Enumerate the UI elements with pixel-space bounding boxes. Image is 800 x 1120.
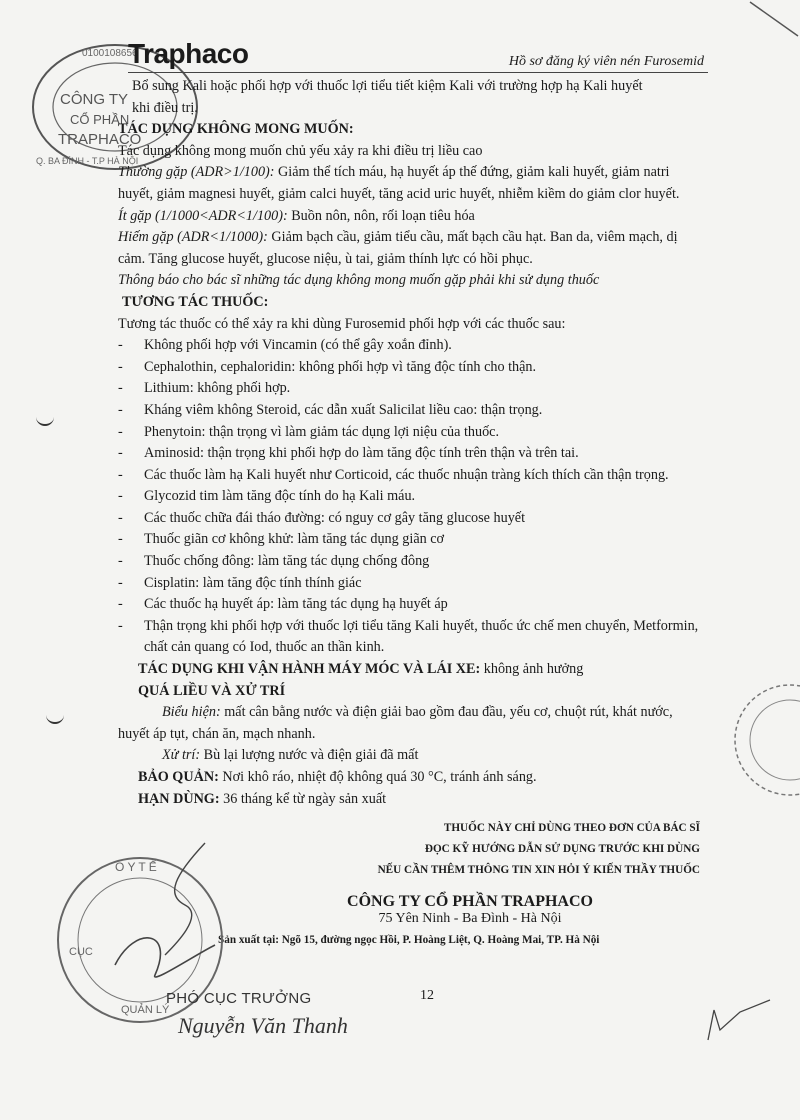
svg-text:CỤC: CỤC bbox=[69, 946, 93, 958]
interaction-item: - Các thuốc làm hạ Kali huyết như Corticoid, các thuốc nhuận tràng kích thích cần thận trọng. bbox=[118, 465, 700, 487]
overdose-signs-text: mất cân bằng nước và điện giải bao gồm đau đầu, yếu cơ, chuột rút, khát nước, huyết áp tụt, chán ăn, mạch nhanh. bbox=[118, 704, 673, 742]
adverse-common bbox=[118, 162, 700, 205]
adverse-common-label: Thường gặp (ADR>1/100): bbox=[118, 164, 275, 181]
factory-address: Sản xuất tại: Ngõ 15, đường ngọc Hồi, P. Hoàng Liệt, Q. Hoàng Mai, TP. Hà Nội bbox=[218, 934, 600, 946]
svg-text:Q. BA ĐÌNH - T.P HÀ NỘI: Q. BA ĐÌNH - T.P HÀ NỘI bbox=[36, 156, 139, 166]
svg-text:CỔ PHẦN: CỔ PHẦN bbox=[70, 112, 130, 127]
adverse-uncommon-text: Buồn nôn, nôn, rối loạn tiêu hóa bbox=[287, 207, 475, 224]
svg-text:TRAPHACO: TRAPHACO bbox=[58, 131, 142, 148]
overdose-signs-label: Biểu hiện: bbox=[162, 704, 221, 721]
page-number: 12 bbox=[420, 988, 434, 1003]
adverse-uncommon-label: Ít gặp (1/1000<ADR<1/100): bbox=[118, 207, 288, 224]
company-block bbox=[200, 893, 740, 927]
interactions-intro: Tương tác thuốc có thể xảy ra khi dùng Furosemid phối hợp với các thuốc sau: bbox=[118, 315, 566, 332]
header-divider bbox=[128, 72, 708, 73]
interaction-item: - Thuốc chống đông: làm tăng tác dụng chống đông bbox=[118, 551, 700, 573]
adverse-rare-text: Giảm bạch cầu, giảm tiểu cầu, mất bạch cầu hạt. Ban da, viêm mạch, dị cảm. Tăng glucose huyết, glucose niệu, ù tai, giảm thính lực có hồi phục. bbox=[118, 229, 678, 267]
interaction-item: - Phenytoin: thận trọng vì làm giảm tác dụng lợi niệu của thuốc. bbox=[118, 422, 700, 444]
overdose-treatment bbox=[118, 745, 700, 767]
initials-mark bbox=[700, 990, 790, 1050]
expiry-heading: HẠN DÙNG: bbox=[138, 790, 220, 807]
overdose-signs bbox=[118, 702, 700, 745]
notice-line-3: NẾU CẦN THÊM THÔNG TIN XIN HỎI Ý KIẾN THẦY THUỐC bbox=[377, 864, 700, 876]
interaction-item: - Lithium: không phối hợp. bbox=[118, 378, 700, 400]
interaction-item: - Các thuốc chữa đái tháo đường: có nguy cơ gây tăng glucose huyết bbox=[118, 508, 700, 530]
interaction-item: - Các thuốc hạ huyết áp: làm tăng tác dụng hạ huyết áp bbox=[118, 594, 700, 616]
company-address: 75 Yên Ninh - Ba Đình - Hà Nội bbox=[378, 911, 562, 926]
driving-heading: TÁC DỤNG KHI VẬN HÀNH MÁY MÓC VÀ LÁI XE: bbox=[138, 661, 481, 678]
svg-text:CÔNG TY: CÔNG TY bbox=[60, 91, 129, 108]
partial-seal-stamp bbox=[710, 680, 800, 810]
intro-line-2: khi điều trị. bbox=[132, 99, 198, 116]
interactions-heading: TƯƠNG TÁC THUỐC: bbox=[122, 293, 269, 310]
overdose-heading: QUÁ LIỀU VÀ XỬ TRÍ bbox=[138, 682, 286, 699]
svg-text:O Y T Ế: O Y T Ế bbox=[115, 860, 157, 874]
adverse-uncommon bbox=[118, 206, 700, 228]
adverse-effects-heading: TÁC DỤNG KHÔNG MONG MUỐN: bbox=[118, 121, 354, 138]
signatory-title: PHÓ CỤC TRƯỞNG bbox=[166, 990, 312, 1007]
signatory-name: Nguyễn Văn Thanh bbox=[178, 1013, 348, 1038]
svg-text:0100108656: 0100108656 bbox=[82, 48, 138, 59]
notice-line-2: ĐỌC KỸ HƯỚNG DẪN SỬ DỤNG TRƯỚC KHI DÙNG bbox=[424, 843, 700, 855]
interaction-item: - Kháng viêm không Steroid, các dẫn xuất Salicilat liều cao: thận trọng. bbox=[118, 400, 700, 422]
prescription-notices bbox=[350, 818, 700, 881]
interaction-item: - Thận trọng khi phối hợp với thuốc lợi tiểu tăng Kali huyết, thuốc ức chế men chuyển, Metformin, chất cản quang có Iod, thuốc an thần kinh. bbox=[118, 616, 700, 659]
adverse-notice: Thông báo cho bác sĩ những tác dụng không mong muốn gặp phải khi sử dụng thuốc bbox=[118, 272, 600, 289]
document-header-title: Hồ sơ đăng ký viên nén Furosemid bbox=[508, 54, 704, 69]
interaction-item: - Thuốc giãn cơ không khử: làm tăng tác dụng giãn cơ bbox=[118, 529, 700, 551]
corner-fold-mark bbox=[740, 0, 800, 40]
overdose-treatment-text: Bù lại lượng nước và điện giải đã mất bbox=[200, 747, 419, 764]
interactions-list bbox=[118, 335, 700, 659]
adverse-effects-intro: Tác dụng không mong muốn chủ yếu xảy ra khi điều trị liều cao bbox=[118, 142, 483, 159]
overdose-treatment-label: Xử trí: bbox=[162, 747, 201, 764]
intro-line-1: Bổ sung Kali hoặc phối hợp với thuốc lợi tiểu tiết kiệm Kali với trường hợp hạ Kali huyết bbox=[132, 78, 643, 94]
interaction-item: - Cephalothin, cephaloridin: không phối hợp vì tăng độc tính cho thận. bbox=[118, 357, 700, 379]
svg-text:QUẢN LÝ: QUẢN LÝ bbox=[121, 1004, 170, 1016]
driving-section bbox=[118, 659, 700, 681]
storage-heading: BẢO QUẢN: bbox=[138, 769, 219, 785]
interaction-item: - Aminosid: thận trọng khi phối hợp do làm tăng độc tính trên thận và trên tai. bbox=[118, 443, 700, 465]
punch-hole-mark bbox=[46, 708, 64, 724]
adverse-common-text: Giảm thể tích máu, hạ huyết áp thế đứng, giảm kali huyết, giảm natri huyết, giảm magnesi huyết, giảm calci huyết, tăng acid uric huyết, nhiễm kiềm do giảm clor huyết. bbox=[118, 164, 680, 202]
adverse-rare bbox=[118, 227, 700, 270]
document-body bbox=[118, 76, 700, 810]
interaction-item: - Glycozid tim làm tăng độc tính do hạ Kali máu. bbox=[118, 486, 700, 508]
storage-text: Nơi khô ráo, nhiệt độ không quá 30 °C, tránh ánh sáng. bbox=[218, 769, 537, 785]
storage-section bbox=[118, 767, 700, 789]
interaction-item: - Cisplatin: làm tăng độc tính thính giác bbox=[118, 573, 700, 595]
traphaco-logo: Traphaco bbox=[128, 38, 249, 69]
company-name: CÔNG TY CỔ PHẦN TRAPHACO bbox=[347, 893, 593, 910]
interaction-item: - Không phối hợp với Vincamin (có thể gây xoắn đỉnh). bbox=[118, 335, 700, 357]
driving-text: không ảnh hưởng bbox=[480, 661, 584, 678]
adverse-rare-label: Hiếm gặp (ADR<1/1000): bbox=[118, 229, 268, 246]
punch-hole-mark bbox=[36, 410, 54, 426]
expiry-text: 36 tháng kể từ ngày sản xuất bbox=[219, 790, 387, 807]
notice-line-1: THUỐC NÀY CHỈ DÙNG THEO ĐƠN CỦA BÁC SĨ bbox=[443, 822, 700, 834]
expiry-section bbox=[118, 789, 700, 811]
